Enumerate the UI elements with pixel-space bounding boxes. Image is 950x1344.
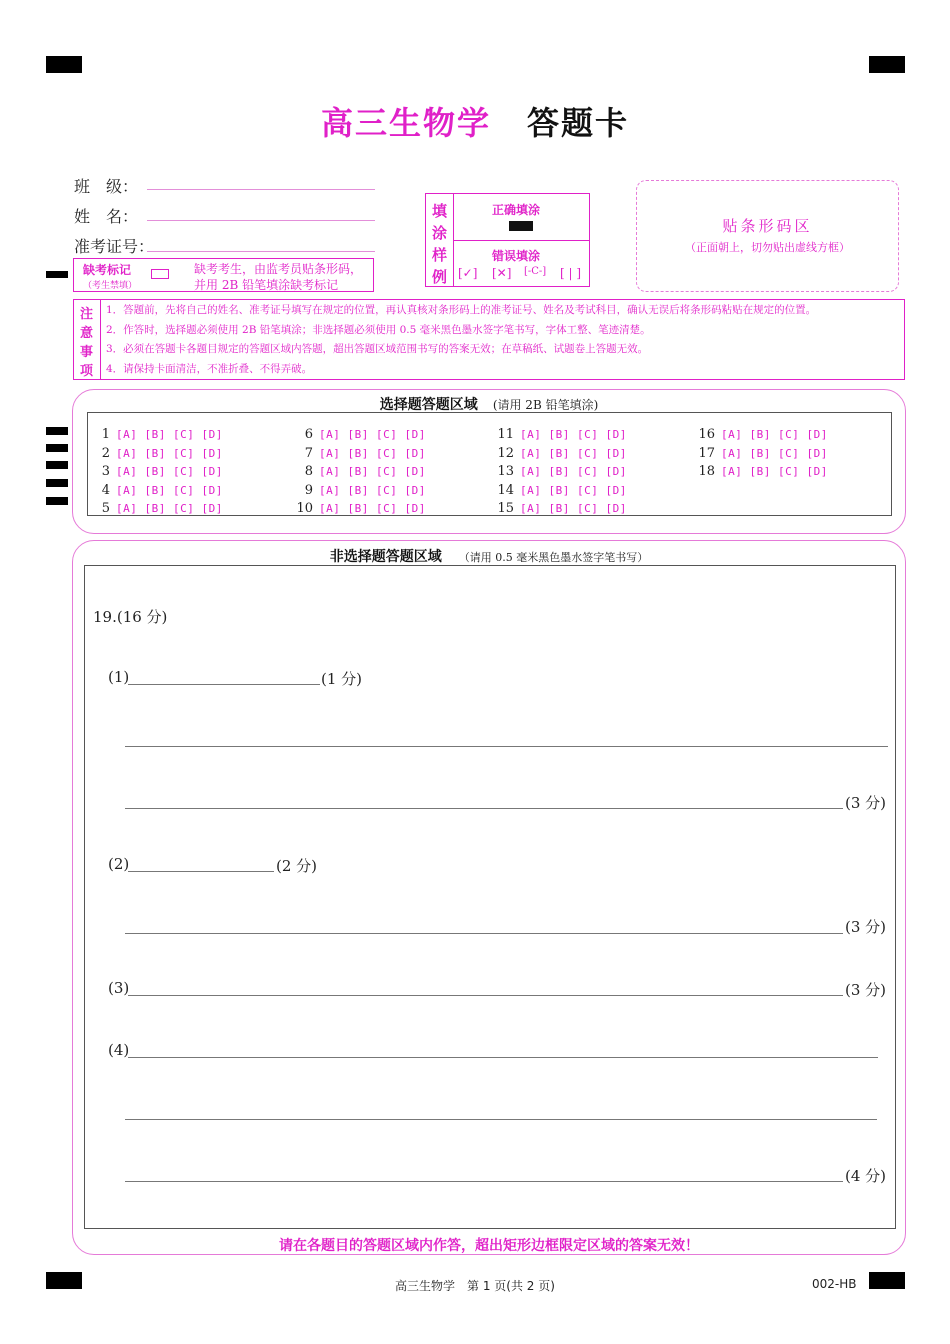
correct-fill-label: 正确填涂 (492, 203, 541, 217)
question-number: 9 (304, 482, 313, 498)
nmc-warning: 请在各题目的答题区域内作答，超出矩形边框限定区域的答案无效！ (279, 1238, 699, 1254)
question-number: 4 (101, 482, 110, 498)
barcode-area (636, 180, 899, 292)
timing-mark-absent (46, 271, 68, 278)
question-number: 17 (698, 445, 715, 461)
mc-row[interactable] (88, 442, 223, 461)
mc-row[interactable] (88, 460, 223, 479)
barcode-sub: （正面朝上，切勿贴出虚线方框） (685, 241, 850, 254)
note-item: 2．作答时，选择题必须使用 2B 铅笔填涂；非选择题必须使用 0.5 毫米黑色墨水签字笔书写，字体工整、笔迹清楚。 (106, 323, 651, 336)
part-1b-score: (3 分) (845, 794, 887, 812)
question-number: 18 (698, 464, 715, 479)
part-4-answer-line-2[interactable] (125, 1119, 877, 1120)
answer-options[interactable]: [A] [B] [C] [D] (116, 465, 223, 478)
mc-row[interactable] (492, 497, 627, 516)
wrong-fill-label: 错误填涂 (492, 249, 541, 263)
answer-options[interactable]: [A] [B] [C] [D] (520, 465, 627, 478)
part-1-answer-line-1[interactable] (125, 746, 888, 747)
name-label: 姓 名： (74, 207, 139, 226)
answer-options[interactable]: [A] [B] [C] [D] (319, 465, 426, 478)
nmc-heading (73, 546, 905, 566)
mc-row[interactable] (693, 460, 828, 479)
note-item: 4．请保持卡面清洁，不准折叠、不得弄破。 (106, 362, 313, 375)
wrong-fill-mark-bar: [ | ] (560, 266, 582, 280)
part-3-label: (3) (108, 979, 130, 997)
question-number: 7 (304, 445, 313, 461)
part-3-answer-line[interactable] (128, 995, 843, 996)
mc-title: 选择题答题区域 (379, 397, 478, 413)
timing-mark-top-left (46, 56, 82, 73)
answer-options[interactable]: [A] [B] [C] [D] (520, 502, 627, 515)
name-field[interactable] (147, 220, 375, 221)
answer-options[interactable]: [A] [B] [C] [D] (319, 483, 426, 497)
mc-row[interactable] (88, 479, 223, 498)
part-2b-score: (3 分) (845, 918, 887, 936)
wrong-fill-mark-check: [✓] (458, 266, 478, 280)
filling-sample-side-2: 涂 (432, 224, 448, 242)
mc-column-3 (492, 423, 627, 516)
question-number: 5 (101, 501, 110, 516)
notes-side-2: 意 (80, 326, 94, 341)
absent-mark-bubble[interactable] (151, 269, 169, 279)
nmc-title: 非选择题答题区域 (329, 549, 442, 565)
filling-sample-side-4: 例 (432, 268, 448, 286)
part-1-score: (1 分) (321, 670, 363, 688)
mc-row[interactable] (693, 423, 828, 442)
question-number: 8 (304, 464, 313, 479)
answer-options[interactable]: [A] [B] [C] [D] (721, 446, 828, 460)
subject-title: 高三生物学 (320, 104, 491, 142)
mc-section (72, 389, 906, 534)
question-number: 6 (304, 427, 313, 442)
mc-row[interactable] (88, 497, 223, 516)
filling-sample-box (425, 193, 590, 287)
part-3-score: (3 分) (845, 981, 887, 999)
question-number: 12 (497, 445, 514, 461)
part-4-score: (4 分) (845, 1167, 887, 1185)
mc-row[interactable] (492, 423, 627, 442)
answer-options[interactable]: [A] [B] [C] [D] (721, 428, 828, 441)
filling-sample-side-3: 样 (432, 246, 448, 264)
question-number: 13 (497, 464, 514, 479)
mc-column-4 (693, 423, 828, 479)
part-4-answer-line-1[interactable] (128, 1057, 878, 1058)
correct-fill-mark (509, 221, 533, 231)
exam-number-field[interactable] (147, 251, 375, 252)
timing-mark-mc-5 (46, 497, 68, 505)
mc-hint: (请用 2B 铅笔填涂) (492, 398, 599, 412)
footer-code: 002-HB (812, 1277, 857, 1291)
mc-row[interactable] (492, 479, 627, 498)
exam-number-label: 准考证号： (74, 237, 155, 256)
notes-box (73, 299, 905, 380)
part-1-answer-line-2[interactable] (125, 808, 843, 809)
part-2-answer-line[interactable] (125, 933, 843, 934)
answer-options[interactable]: [A] [B] [C] [D] (520, 428, 627, 441)
class-field[interactable] (147, 189, 375, 190)
answer-options[interactable]: [A] [B] [C] [D] (116, 502, 223, 515)
footer-page: 高三生物学 第 1 页(共 2 页) (395, 1279, 555, 1293)
part-4-answer-line-3[interactable] (125, 1181, 843, 1182)
timing-mark-mc-3 (46, 461, 68, 469)
question-number: 14 (497, 482, 514, 498)
question-number: 16 (698, 427, 715, 442)
part-2-label: (2) (108, 855, 130, 873)
note-item: 3．必须在答题卡各题目规定的答题区域内答题，超出答题区域范围书写的答案无效；在草稿纸、试题卷上答题无效。 (106, 343, 649, 355)
answer-options[interactable]: [A] [B] [C] [D] (319, 502, 426, 515)
timing-mark-mc-4 (46, 479, 68, 487)
notes-list (106, 301, 902, 379)
mc-row[interactable] (291, 497, 426, 516)
notes-side-3: 事 (80, 345, 94, 360)
part-2-score: (2 分) (276, 857, 318, 875)
absent-mark-desc-1: 缺考考生，由监考员贴条形码， (194, 262, 363, 276)
mc-row[interactable] (693, 442, 828, 461)
filling-sample-side-1: 填 (432, 202, 448, 220)
answer-options[interactable]: [A] [B] [C] [D] (721, 465, 828, 478)
part-1-blank[interactable] (128, 684, 320, 685)
mc-row[interactable] (291, 460, 426, 479)
mc-column-2 (291, 423, 426, 516)
mc-row[interactable] (88, 423, 223, 442)
notes-divider (100, 300, 101, 379)
answer-options[interactable]: [A] [B] [C] [D] (520, 483, 627, 497)
mc-column-1 (88, 423, 223, 516)
notes-side-4: 项 (80, 364, 94, 379)
question-number: 3 (101, 464, 110, 479)
nmc-hint: （请用 0.5 毫米黑色墨水签字笔书写） (458, 551, 649, 564)
question-number: 11 (497, 427, 514, 442)
question-number: 15 (497, 501, 514, 516)
page-title (0, 98, 950, 144)
mc-heading (73, 394, 905, 414)
answer-options[interactable]: [A] [B] [C] [D] (520, 446, 627, 460)
note-item: 1．答题前，先将自己的姓名、准考证号填写在规定的位置，再认真核对条形码上的准考证号、姓名及考试科目，确认无误后将条形码粘贴在规定的位置。 (106, 304, 817, 316)
timing-mark-top-right (869, 56, 905, 73)
mc-row[interactable] (291, 423, 426, 442)
timing-mark-mc-2 (46, 444, 68, 452)
question-19-title: 19.(16 分) (93, 608, 168, 626)
question-number: 2 (101, 445, 110, 461)
answer-options[interactable]: [A] [B] [C] [D] (116, 446, 223, 460)
wrong-fill-mark-cross: [✕] (492, 266, 512, 280)
answer-options[interactable]: [A] [B] [C] [D] (116, 483, 223, 497)
absent-mark-title: 缺考标记 (83, 263, 132, 277)
answer-options[interactable]: [A] [B] [C] [D] (116, 428, 223, 441)
class-label: 班 级： (74, 177, 139, 196)
mc-row[interactable] (291, 479, 426, 498)
part-2-blank[interactable] (128, 871, 274, 872)
absent-mark-desc-2: 并用 2B 铅笔填涂缺考标记 (194, 278, 339, 292)
absent-mark-sub: （考生禁填） (83, 281, 138, 291)
nmc-section (72, 540, 906, 1255)
question-number: 1 (101, 427, 110, 442)
absent-mark-box (73, 258, 374, 292)
card-title: 答题卡 (527, 104, 630, 142)
mc-row[interactable] (492, 442, 627, 461)
barcode-title: 贴条形码区 (722, 217, 813, 235)
answer-options[interactable]: [A] [B] [C] [D] (319, 446, 426, 460)
part-1-label: (1) (108, 668, 130, 686)
notes-side-1: 注 (80, 307, 94, 322)
answer-options[interactable]: [A] [B] [C] [D] (319, 428, 426, 441)
mc-row[interactable] (492, 460, 627, 479)
part-4-label: (4) (108, 1041, 130, 1059)
wrong-fill-mark-dash: [-C-] (524, 266, 547, 277)
nmc-answer-box (84, 565, 896, 1229)
mc-row[interactable] (291, 442, 426, 461)
timing-mark-mc-1 (46, 427, 68, 435)
mc-grid (87, 412, 892, 516)
question-number: 10 (296, 501, 313, 516)
filling-sample-hdivider (453, 240, 589, 241)
